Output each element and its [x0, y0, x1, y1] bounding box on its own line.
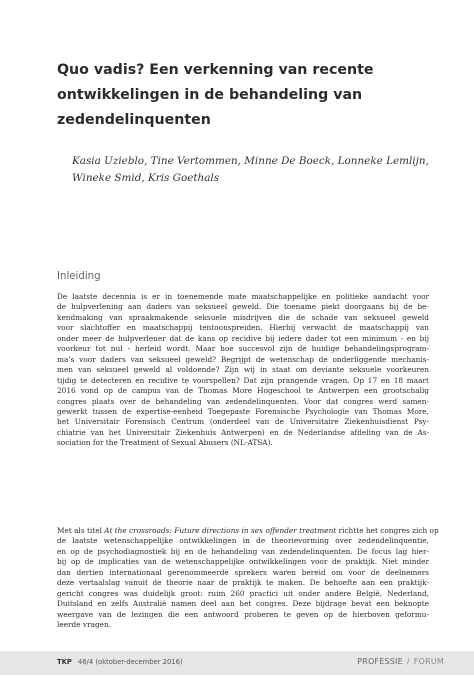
- text-line: voorkeur tot nul - herleid wordt. Maar hoe succesvol zijn de huidige behandelingsprogram-: [57, 344, 429, 354]
- subsection-label: FORUM: [413, 657, 444, 666]
- author-line: Wineke Smid, Kris Goethals: [72, 172, 220, 184]
- footer-section: [357, 657, 444, 666]
- text-line: leerde vragen.: [57, 620, 112, 630]
- text-line: sociation for the Treatment of Sexual Abusers (NL-ATSA).: [57, 438, 273, 448]
- issue-info: 46/4 (oktober-december 2016): [77, 658, 183, 666]
- text-line: men van seksueel geweld al voldoende? Zijn wij in staat om deviante seksuele voorkeuren: [57, 365, 429, 375]
- text-line: dan dertien internationaal gerenommeerde sprekers waren bereid om voor de deelnemers: [57, 567, 429, 577]
- title-line: zedendelinquenten: [57, 112, 211, 128]
- journal-abbreviation: TKP: [57, 658, 72, 666]
- page-footer: [0, 651, 474, 675]
- section-heading: Inleiding: [57, 271, 101, 282]
- text-line: gericht congres was duidelijk groot: ruim 260 practici uit onder andere België, Nederland,: [57, 588, 429, 598]
- title-line: Quo vadis? Een verkenning van recente: [57, 62, 374, 78]
- author-line: Kasia Uzieblo, Tine Vertommen, Minne De Boeck, Lonneke Lemlijn,: [72, 155, 429, 167]
- text-line: De laatste decennia is er in toenemende mate maatschappelijke en politieke aandacht voor: [57, 292, 429, 301]
- text-line: ma’s voor daders van seksueel geweld? Begrijpt de wetenschap de onderliggende mechanis-: [57, 354, 429, 364]
- text-line: het Universitair Forensisch Centrum (onderdeel van de Universitaire Ziekenhuisdienst Psy-: [57, 417, 429, 427]
- text-line: 2016 vond op de campus van de Thomas More Hogeschool te Antwerpen een grootschalig: [57, 386, 429, 396]
- text-line: bij op de implicaties van de wetenschappelijke ontwikkelingen voor de praktijk. Niet minder: [57, 557, 429, 567]
- text-line: congres plaats over de behandeling van zedendelinquenten. Voor dat congres werd samen-: [57, 396, 429, 406]
- article-title: [57, 58, 447, 133]
- text-line: voor slachtoffer en maatschappij tentoonspreiden. Hierbij verwacht de maatschappij van: [57, 323, 429, 333]
- text-line: tijdig te detecteren en recidive te voorspellen? Dat zijn prangende vragen. Op 17 en 18 maart: [57, 375, 429, 385]
- text-line: de laatste wetenschappelijke ontwikkelingen in de theorievorming over zedendelinquentie,: [57, 536, 429, 546]
- title-line: ontwikkelingen in de behandeling van: [57, 87, 363, 103]
- text-line: onder meer de hulpverlener dat de kans op recidive bij iedere dader tot een minimum - en bij: [57, 333, 429, 343]
- paragraph-congress: [57, 526, 439, 631]
- text-line: chiatrie van het Universitair Ziekenhuis Antwerpen) en de Nederlandse afdeling van de As-: [57, 427, 429, 437]
- footer-journal-info: [57, 658, 183, 666]
- text-line: deze vertaalslag vanuit de theorie naar de praktijk te maken. De behoefte aan een praktijk-: [57, 578, 429, 588]
- paragraph-intro: [57, 292, 429, 449]
- text-line: gewerkt tussen de expertise-eenheid Toegepaste Forensische Psychologie van Thomas More,: [57, 406, 429, 416]
- text-line: Duitsland en zelfs Australië namen deel aan het congres. Deze bijdrage bevat een beknopte: [57, 599, 429, 609]
- text-line: weergave van de lezingen die een antwoord proberen te geven op de hierboven geformu-: [57, 609, 429, 619]
- congress-title: At the crossroads: Future directions in sex offender treatment: [104, 526, 337, 535]
- text-prefix: Met als titel: [57, 526, 105, 535]
- text-line: en op de psychodiagnostiek bij en de behandeling van zedendelinquenten. De focus lag hier-: [57, 546, 429, 556]
- section-separator: /: [406, 657, 410, 666]
- text-suffix: richtte het congres zich op: [336, 526, 439, 535]
- text-line: de hulpverlening aan daders van seksueel geweld. Die toename piekt doorgaans bij de be-: [57, 302, 429, 312]
- section-label: PROFESSIE: [357, 657, 403, 666]
- author-list: [72, 153, 452, 187]
- text-line: [57, 526, 439, 536]
- text-line: kendmaking van spraakmakende seksuele misdrijven die de schade van seksueel geweld: [57, 312, 429, 322]
